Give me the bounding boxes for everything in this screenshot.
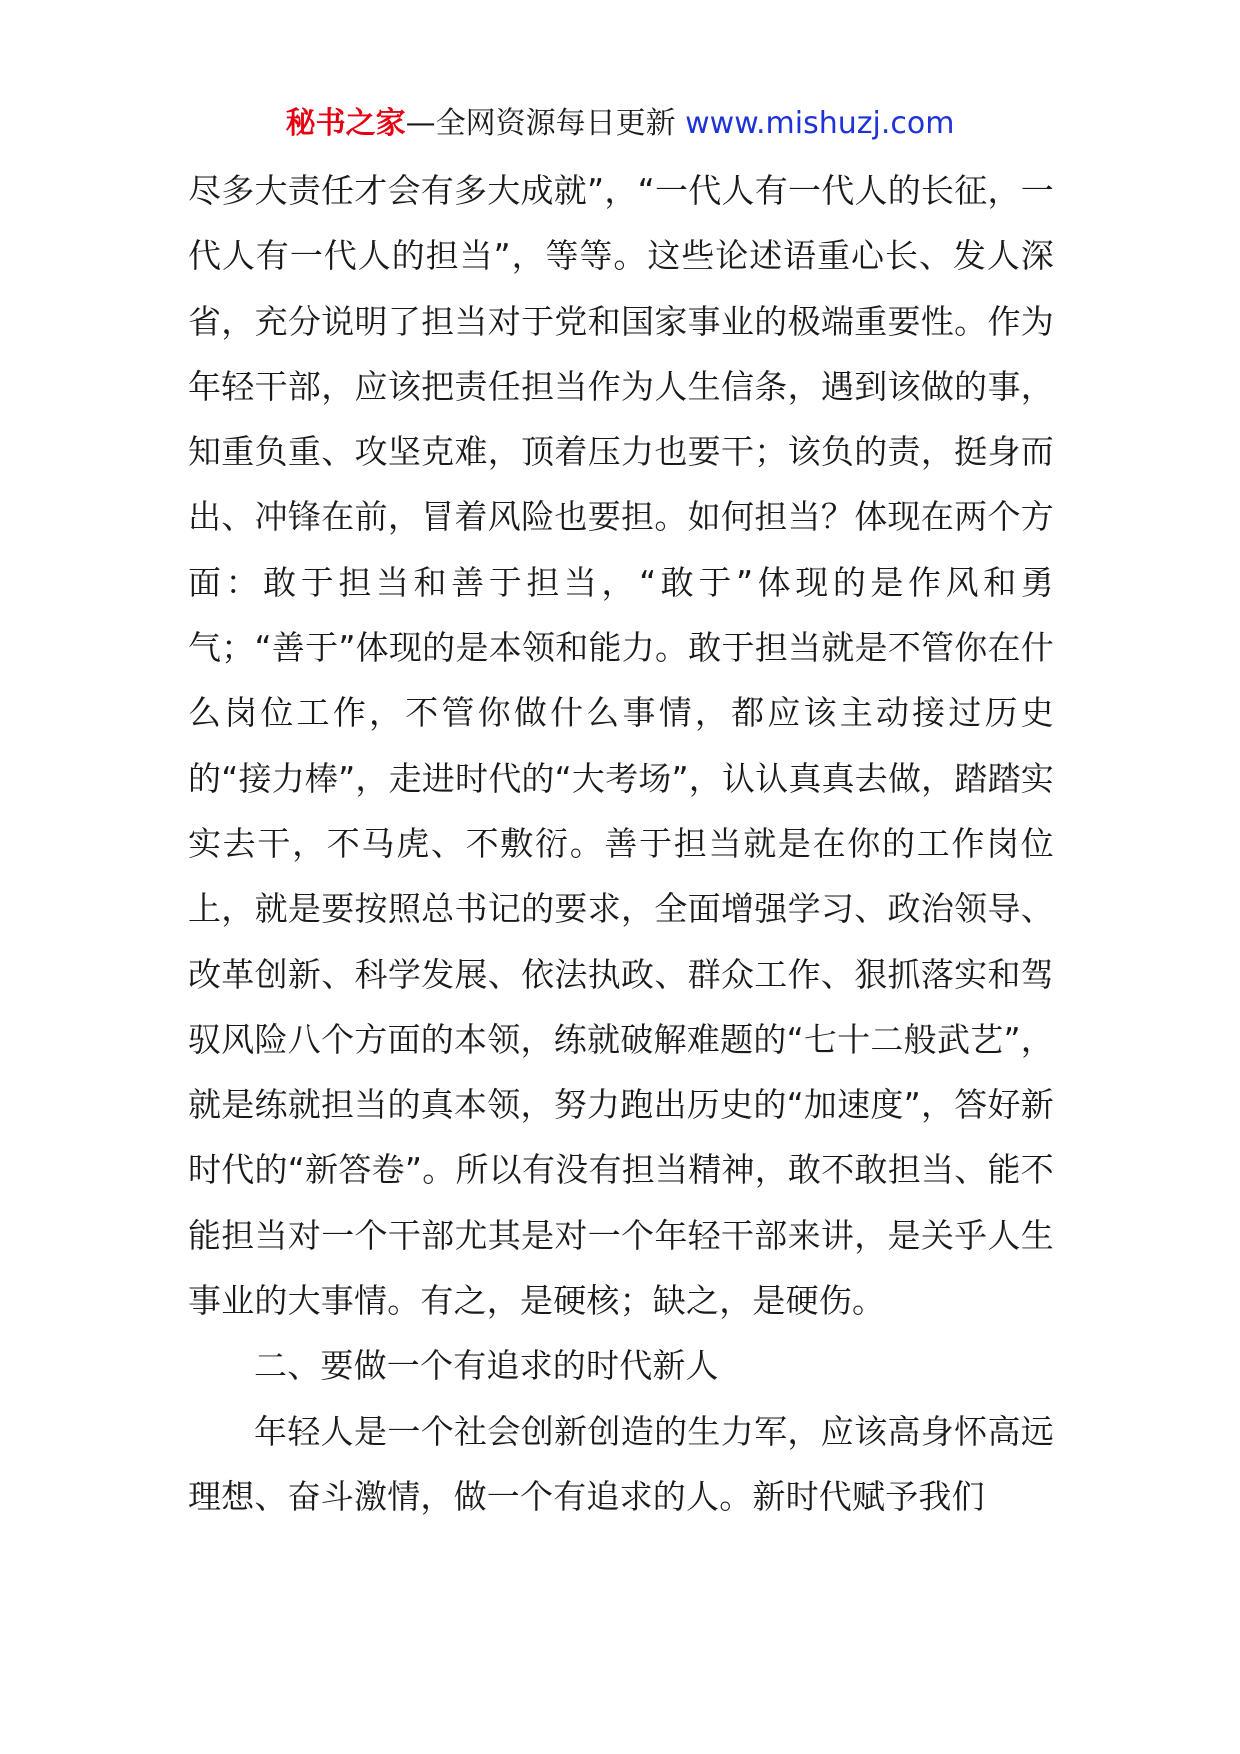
brand-name: 秘书之家 [285, 106, 406, 141]
section-heading-2: 二、要做一个有追求的时代新人 [254, 1346, 719, 1386]
document-body [188, 158, 1054, 1529]
paragraph-pursuit: 年轻人是一个社会创新创造的生力军，应该高身怀高远理想、奋斗激情，做一个有追求的人。新时代赋予我们 [188, 1411, 1054, 1516]
header-tagline: —全网资源每日更新 [405, 106, 676, 141]
site-url: www.mishuzj.com [685, 106, 955, 141]
paragraph-responsibility: 尽多大责任才会有多大成就”，“一代人有一代人的长征，一代人有一代人的担当”，等等。这些论述语重心长、发人深省，充分说明了担当对于党和国家事业的极端重要性。作为年轻干部，应该把责任担当作为人生信条，遇到该做的事，知重负重、攻坚克难，顶着压力也要干；该负的责，挺身而出、冲锋在前，冒着风险也要担。如何担当？体现在两个方面：敢于担当和善于担当，“敢于”体现的是作风和勇气；“善于”体现的是本领和能力。敢于担当就是不管你在什么岗位工作，不管你做什么事情，都应该主动接过历史的“接力棒”，走进时代的“大考场”，认认真真去做，踏踏实实去干，不马虎、不敷衍。善于担当就是在你的工作岗位上，就是要按照总书记的要求，全面增强学习、政治领导、改革创新、科学发展、依法执政、群众工作、狠抓落实和驾驭风险八个方面的本领，练就破解难题的“七十二般武艺”，就是练就担当的真本领，努力跑出历史的“加速度”，答好新时代的“新答卷”。所以有没有担当精神，敢不敢担当、能不能担当对一个干部尤其是对一个年轻干部来讲，是关乎人生事业的大事情。有之，是硬核；缺之，是硬伤。 [188, 171, 1054, 1321]
watermark-header [0, 102, 1240, 146]
